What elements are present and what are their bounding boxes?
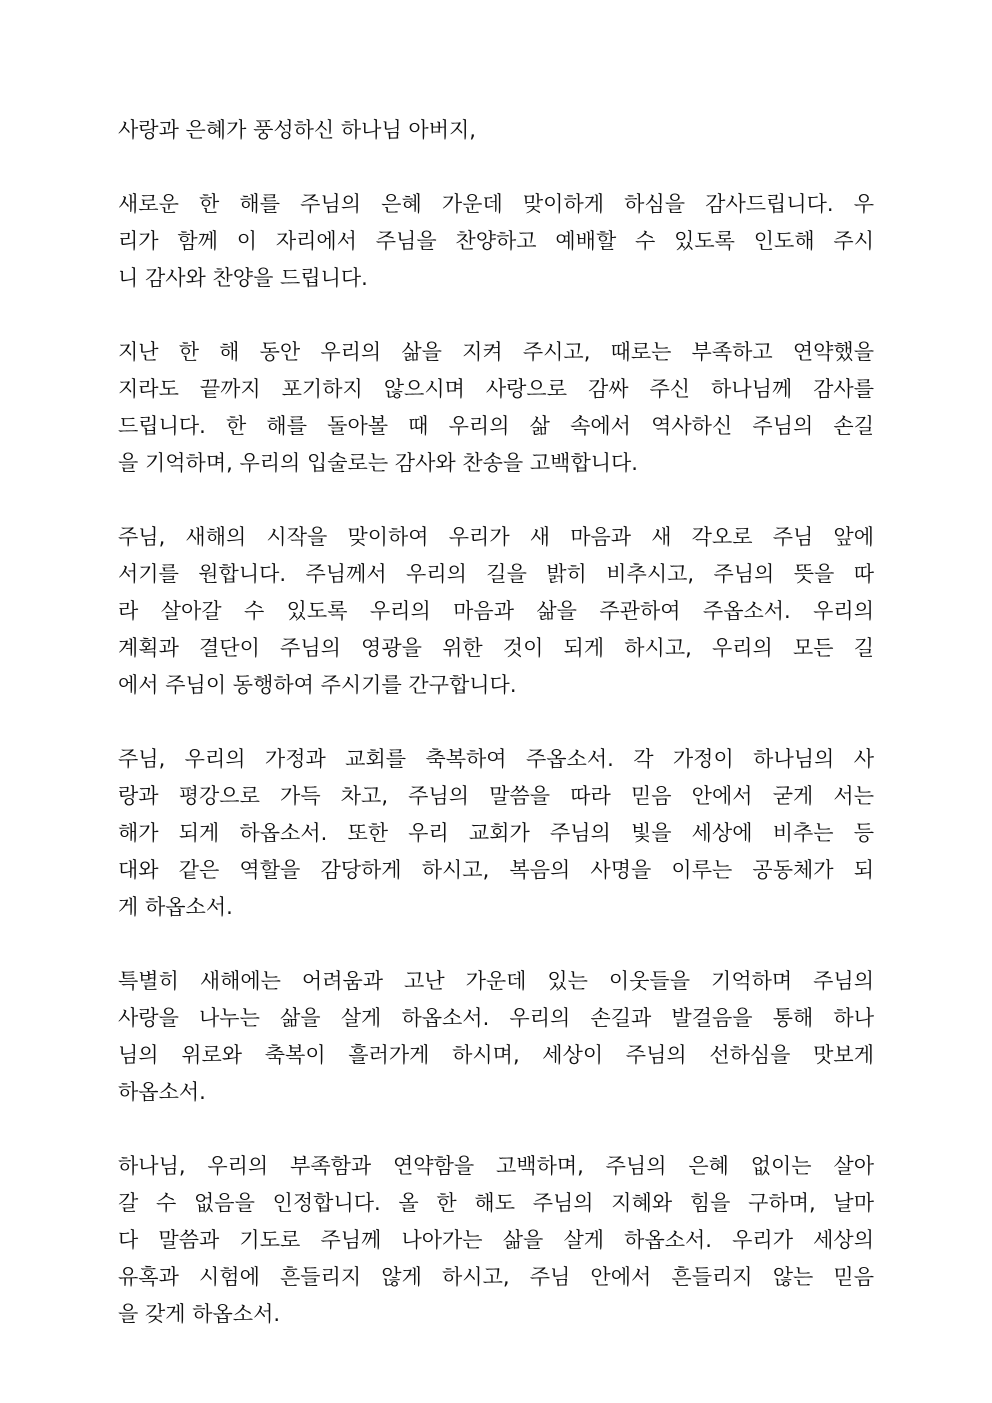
greeting-line: 사랑과 은혜가 풍성하신 하나님 아버지,	[118, 118, 476, 142]
text-line: 하나님, 우리의 부족함과 연약함을 고백하며, 주님의 은혜 없이는 살아	[118, 1154, 874, 1178]
text-line: 을 기억하며, 우리의 입술로는 감사와 찬송을 고백합니다.	[118, 451, 638, 475]
text-line: 을 갖게 하옵소서.	[118, 1302, 281, 1326]
text-line: 서기를 원합니다. 주님께서 우리의 길을 밝히 비추시고, 주님의 뜻을 따	[118, 562, 874, 586]
text-line: 주님, 새해의 시작을 맞이하여 우리가 새 마음과 새 각오로 주님 앞에	[118, 525, 874, 549]
greeting-paragraph	[118, 112, 874, 149]
text-line: 랑과 평강으로 가득 차고, 주님의 말씀을 따라 믿음 안에서 굳게 서는	[118, 784, 874, 808]
paragraph-5	[118, 963, 874, 1111]
text-line: 라 살아갈 수 있도록 우리의 마음과 삶을 주관하여 주옵소서. 우리의	[118, 599, 874, 623]
text-line: 님의 위로와 축복이 흘러가게 하시며, 세상이 주님의 선하심을 맛보게	[118, 1043, 874, 1067]
paragraph-6	[118, 1148, 874, 1333]
text-line: 니 감사와 찬양을 드립니다.	[118, 266, 368, 290]
text-line: 새로운 한 해를 주님의 은혜 가운데 맞이하게 하심을 감사드립니다. 우	[118, 192, 874, 216]
text-line: 다 말씀과 기도로 주님께 나아가는 삶을 살게 하옵소서. 우리가 세상의	[118, 1228, 874, 1252]
text-line: 하옵소서.	[118, 1080, 206, 1104]
text-line: 지라도 끝까지 포기하지 않으시며 사랑으로 감싸 주신 하나님께 감사를	[118, 377, 874, 401]
text-line: 특별히 새해에는 어려움과 고난 가운데 있는 이웃들을 기억하며 주님의	[118, 969, 874, 993]
text-line: 대와 같은 역할을 감당하게 하시고, 복음의 사명을 이루는 공동체가 되	[118, 858, 874, 882]
paragraph-2	[118, 334, 874, 482]
text-line: 해가 되게 하옵소서. 또한 우리 교회가 주님의 빛을 세상에 비추는 등	[118, 821, 874, 845]
text-line: 유혹과 시험에 흔들리지 않게 하시고, 주님 안에서 흔들리지 않는 믿음	[118, 1265, 874, 1289]
text-line: 주님, 우리의 가정과 교회를 축복하여 주옵소서. 각 가정이 하나님의 사	[118, 747, 874, 771]
text-line: 리가 함께 이 자리에서 주님을 찬양하고 예배할 수 있도록 인도해 주시	[118, 229, 874, 253]
text-line: 에서 주님이 동행하여 주시기를 간구합니다.	[118, 673, 517, 697]
text-line: 게 하옵소서.	[118, 895, 233, 919]
text-line: 지난 한 해 동안 우리의 삶을 지켜 주시고, 때로는 부족하고 연약했을	[118, 340, 874, 364]
text-line: 갈 수 없음을 인정합니다. 올 한 해도 주님의 지혜와 힘을 구하며, 날마	[118, 1191, 874, 1215]
paragraph-1	[118, 186, 874, 297]
text-line: 계획과 결단이 주님의 영광을 위한 것이 되게 하시고, 우리의 모든 길	[118, 636, 874, 660]
text-line: 사랑을 나누는 삶을 살게 하옵소서. 우리의 손길과 발걸음을 통해 하나	[118, 1006, 874, 1030]
text-line: 드립니다. 한 해를 돌아볼 때 우리의 삶 속에서 역사하신 주님의 손길	[118, 414, 874, 438]
paragraph-3	[118, 519, 874, 704]
document-body	[118, 112, 874, 1370]
paragraph-4	[118, 741, 874, 926]
